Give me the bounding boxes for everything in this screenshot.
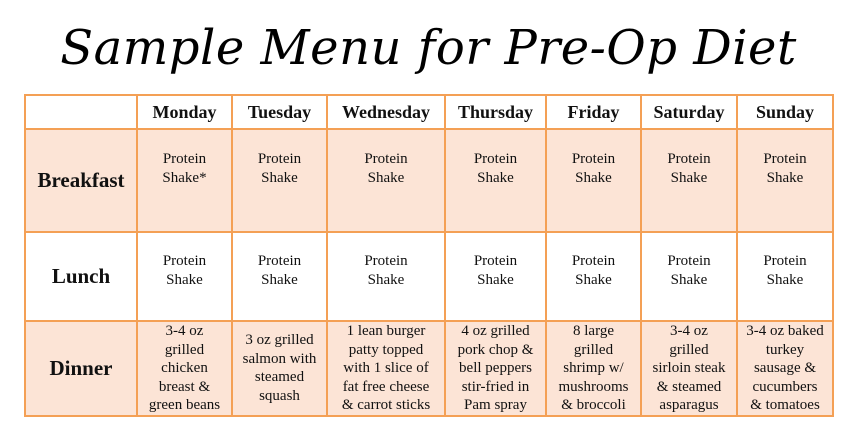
meal-label-dinner: Dinner [25,321,137,416]
meal-cell: Protein Shake [232,232,327,321]
meal-cell: Protein Shake [546,232,641,321]
meal-cell: Protein Shake [737,232,833,321]
meal-cell: Protein Shake [327,129,445,232]
page-title: Sample Menu for Pre-Op Diet [60,20,797,76]
meal-row-lunch [25,232,833,321]
meal-cell: Protein Shake [641,129,737,232]
meal-cell: 4 oz grilled pork chop & bell peppers stir-fried in Pam spray [445,321,546,416]
meal-cell: 8 large grilled shrimp w/ mushrooms & broccoli [546,321,641,416]
meal-cell: 3-4 oz baked turkey sausage & cucumbers & tomatoes [737,321,833,416]
menu-table [24,94,834,417]
header-row [25,95,833,129]
meal-cell: 3-4 oz grilled sirloin steak & steamed asparagus [641,321,737,416]
meal-cell: Protein Shake [737,129,833,232]
meal-label-breakfast: Breakfast [25,129,137,232]
meal-cell: Protein Shake* [137,129,232,232]
meal-cell: Protein Shake [445,129,546,232]
meal-row-dinner [25,321,833,416]
day-header-tuesday: Tuesday [232,95,327,129]
day-header-friday: Friday [546,95,641,129]
meal-cell: 3 oz grilled salmon with steamed squash [232,321,327,416]
day-header-saturday: Saturday [641,95,737,129]
meal-cell: Protein Shake [327,232,445,321]
meal-cell: 1 lean burger patty topped with 1 slice of fat free cheese & carrot sticks [327,321,445,416]
meal-row-breakfast [25,129,833,232]
day-header-thursday: Thursday [445,95,546,129]
meal-cell: 3-4 oz grilled chicken breast & green beans [137,321,232,416]
day-header-monday: Monday [137,95,232,129]
meal-cell: Protein Shake [641,232,737,321]
meal-cell: Protein Shake [445,232,546,321]
day-header-wednesday: Wednesday [327,95,445,129]
day-header-sunday: Sunday [737,95,833,129]
corner-cell [25,95,137,129]
meal-cell: Protein Shake [137,232,232,321]
meal-label-lunch: Lunch [25,232,137,321]
meal-cell: Protein Shake [546,129,641,232]
meal-cell: Protein Shake [232,129,327,232]
